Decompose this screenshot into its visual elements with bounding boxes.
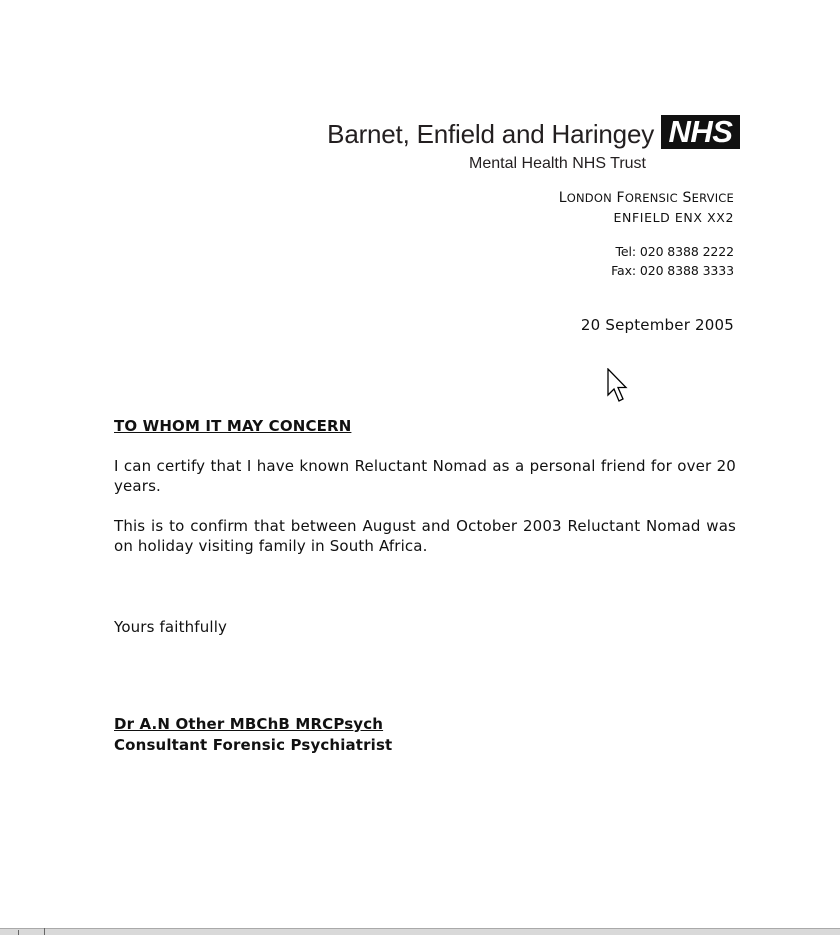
closing-salutation: Yours faithfully bbox=[114, 618, 228, 636]
scrollbar-divider bbox=[18, 930, 19, 935]
paragraph-1: I can certify that I have known Reluctant Nomad as a personal friend for over 20 years. bbox=[114, 457, 736, 495]
mouse-pointer-icon bbox=[607, 368, 629, 404]
organisation-name: Barnet, Enfield and Haringey bbox=[327, 119, 654, 149]
paragraph-2: This is to confirm that between August and October 2003 Reluctant Nomad was on holiday visiting family in South Africa. bbox=[114, 517, 736, 555]
letter-heading: TO WHOM IT MAY CONCERN bbox=[114, 417, 352, 435]
service-word-2-initial: F bbox=[616, 190, 625, 206]
scrollbar-divider bbox=[44, 928, 45, 935]
horizontal-scrollbar[interactable] bbox=[0, 928, 840, 935]
service-word-3-rest: ERVICE bbox=[691, 191, 734, 205]
service-name bbox=[559, 190, 734, 206]
trust-name: Mental Health NHS Trust bbox=[469, 155, 646, 172]
service-word-1-initial: L bbox=[558, 190, 567, 206]
signatory-name: Dr A.N Other MBChB MRCPsych bbox=[114, 715, 384, 733]
service-word-2-rest: ORENSIC bbox=[624, 191, 678, 205]
signatory-title: Consultant Forensic Psychiatrist bbox=[114, 736, 393, 754]
service-word-3-initial: S bbox=[682, 190, 692, 206]
letter-date: 20 September 2005 bbox=[580, 316, 734, 334]
address-city: ENFIELD ENX XX2 bbox=[613, 210, 734, 225]
telephone-number: Tel: 020 8388 2222 bbox=[615, 244, 734, 259]
fax-number: Fax: 020 8388 3333 bbox=[611, 263, 734, 278]
nhs-logo: NHS bbox=[661, 115, 740, 149]
service-word-1-rest: ONDON bbox=[566, 191, 612, 205]
